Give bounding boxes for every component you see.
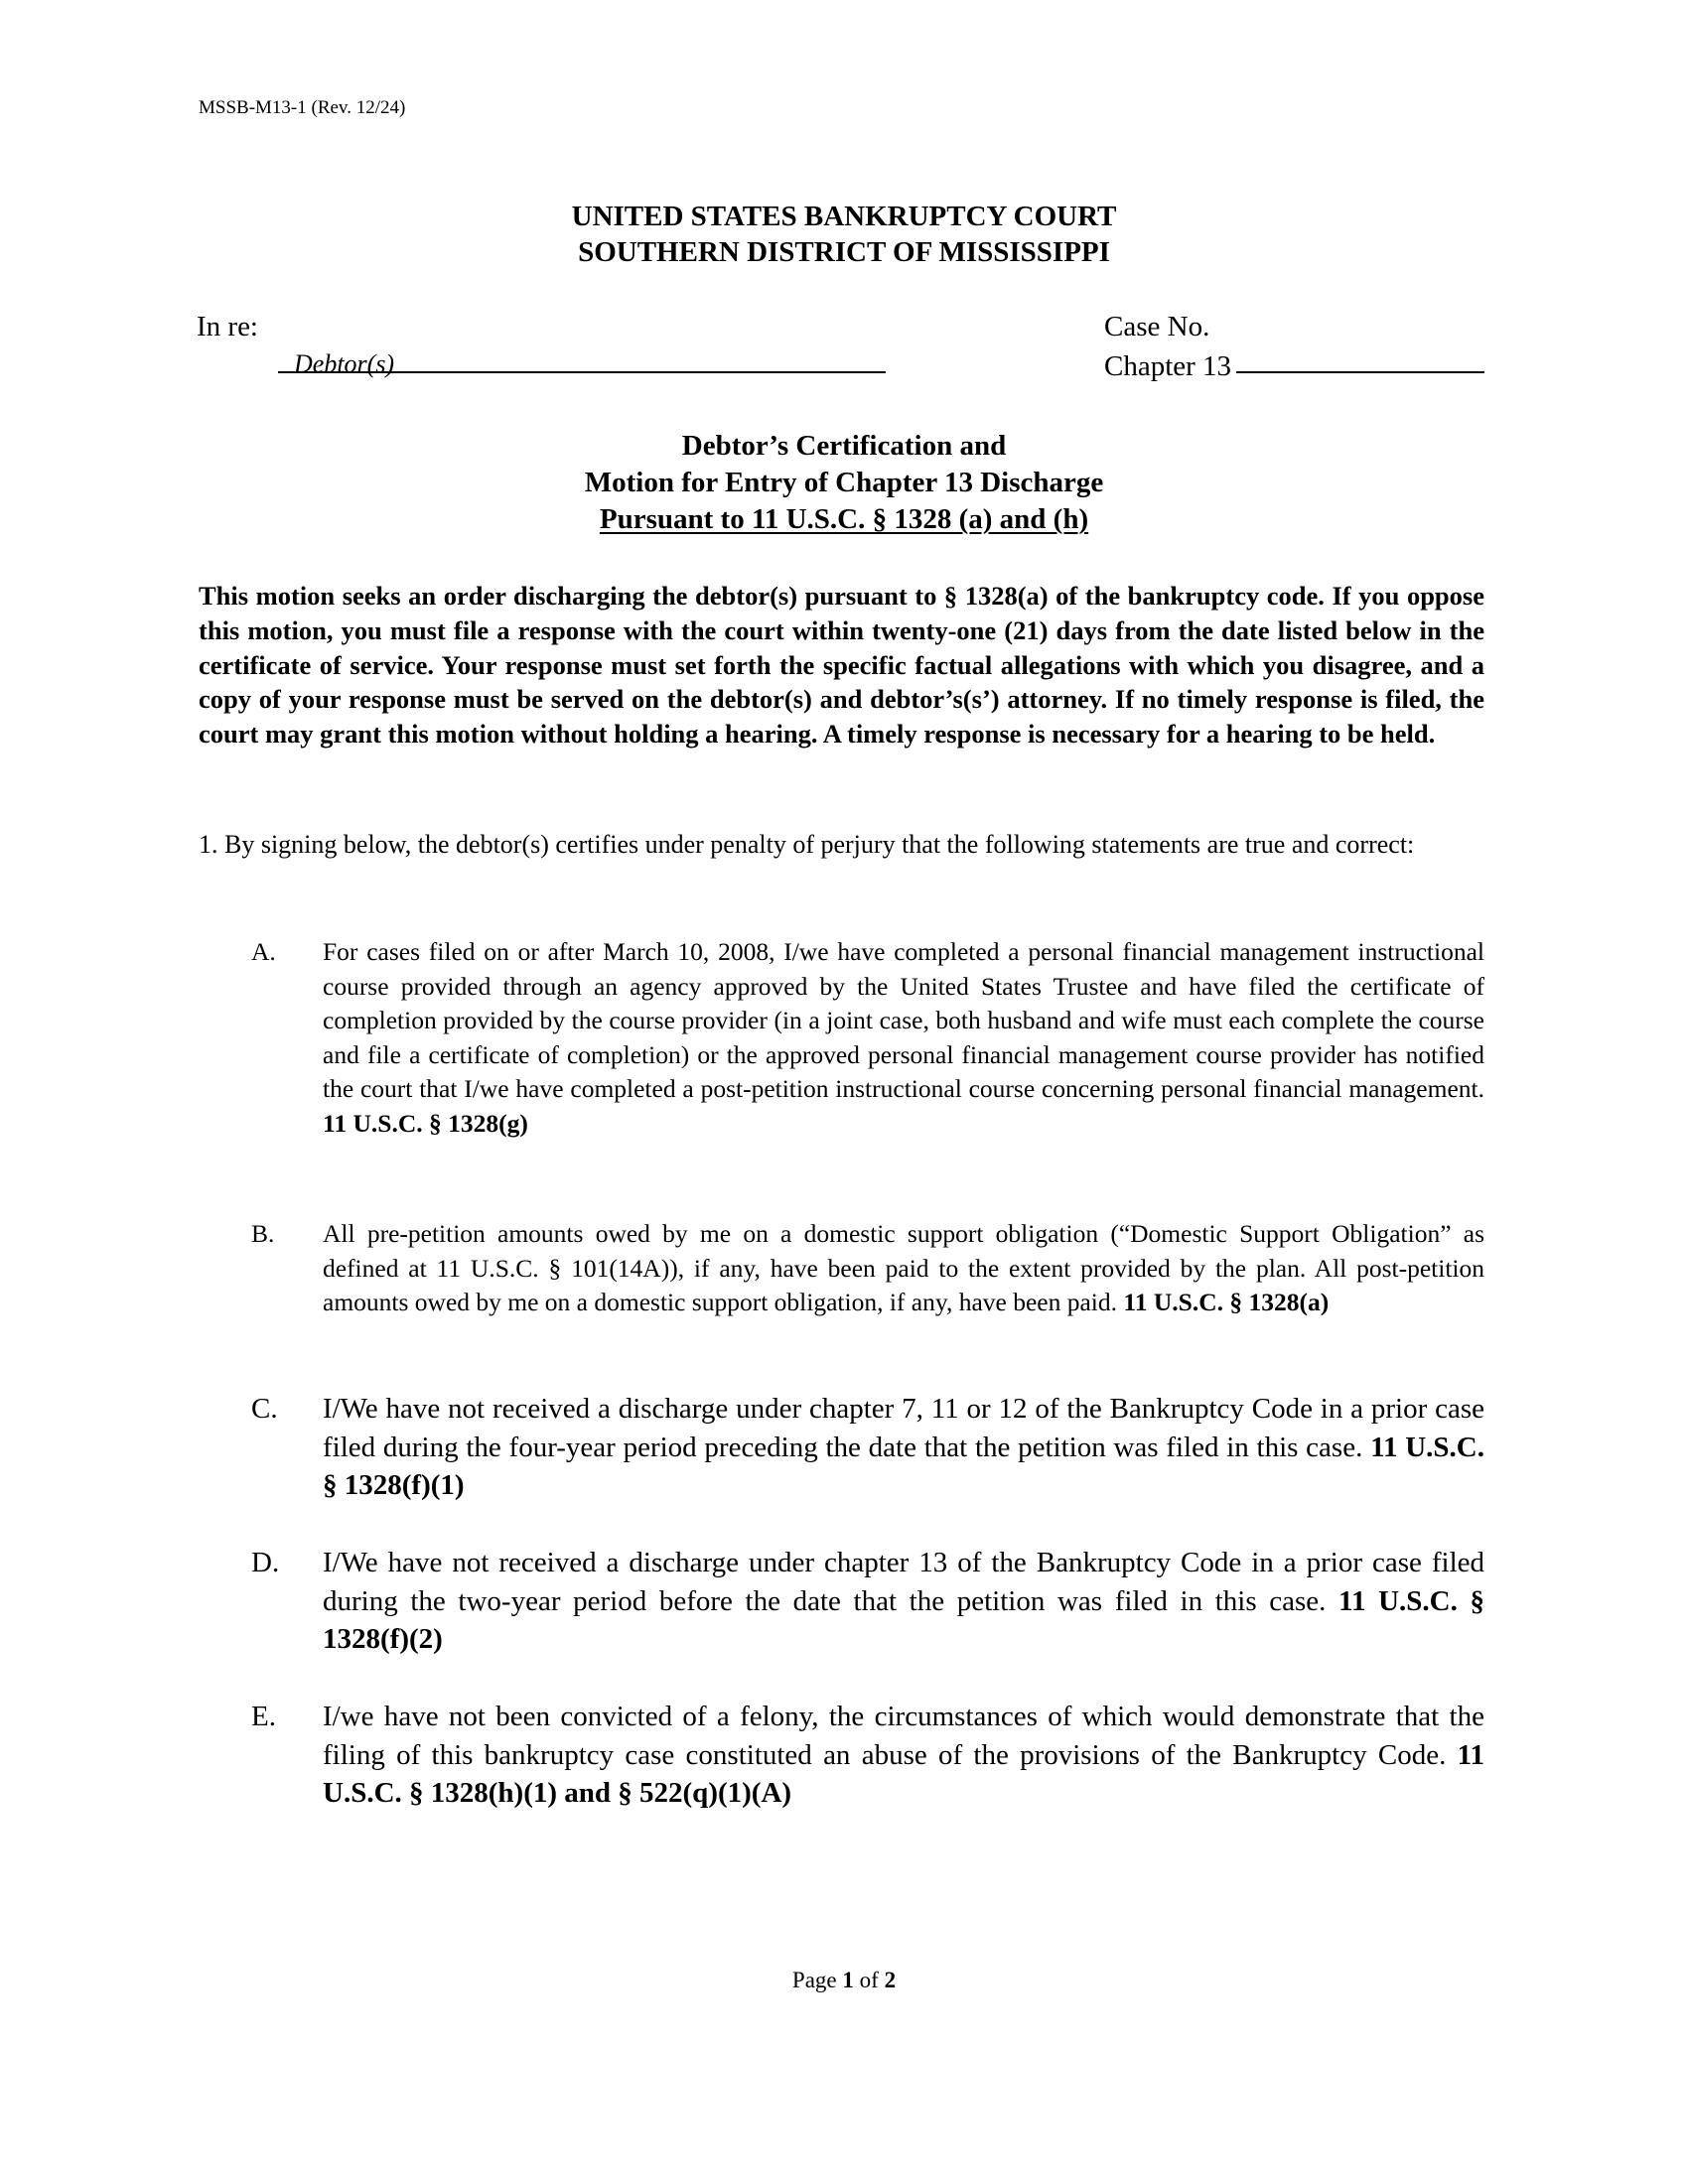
page-current: 1	[842, 1968, 854, 1992]
title-line-3: Pursuant to 11 U.S.C. § 1328 (a) and (h)	[599, 503, 1089, 535]
item-marker: B.	[251, 1219, 275, 1248]
court-name: UNITED STATES BANKRUPTCY COURT	[571, 201, 1117, 232]
debtor-label: Debtor(s)	[294, 349, 395, 378]
notice-paragraph: This motion seeks an order discharging the debtor(s) pursuant to § 1328(a) of the bankruptcy code. If you oppose this motion, you must file a response with the court within twenty-one (21) days from the date listed below in the certificate of service. Your response must set forth the specific factual allegations with which you disagree, and a copy of your response must be served on the debtor(s) and debtor’s(s’) attorney. If no timely response is filed, the court may grant this motion without holding a hearing. A timely response is necessary for a hearing to be held.	[199, 581, 1484, 750]
item-marker: C.	[251, 1393, 278, 1425]
certification-item-d	[251, 1544, 1484, 1659]
item-citation: 11 U.S.C. § 1328(g)	[323, 1108, 528, 1138]
form-id: MSSB-M13-1 (Rev. 12/24)	[199, 97, 406, 118]
item-marker: A.	[251, 937, 276, 966]
item-marker: E.	[251, 1701, 276, 1732]
item-citation: 11 U.S.C. § 1328(a)	[1123, 1288, 1330, 1317]
page-prefix: Page	[791, 1968, 843, 1992]
court-header	[0, 199, 1688, 270]
item-text: I/we have not been convicted of a felony, the circumstances of which would demonstrate that the filing of this bankruptcy case constituted an abuse of the provisions of the Bankruptcy Code.	[323, 1701, 1484, 1771]
item-text: I/We have not received a discharge under chapter 7, 11 or 12 of the Bankruptcy Code in a prior case filed during the four-year period preceding the date that the petition was filed in this case.	[323, 1393, 1484, 1463]
in-re-label: In re:	[197, 311, 258, 342]
item-citation: 11 U.S.C. § 1328(f)(2)	[323, 1584, 1484, 1655]
page-number	[0, 1968, 1688, 1993]
title-line-2: Motion for Entry of Chapter 13 Discharge	[584, 467, 1104, 498]
page-of: of	[853, 1968, 885, 1992]
certification-item-e	[251, 1698, 1484, 1813]
case-no-field[interactable]	[1236, 341, 1484, 373]
item-text: For cases filed on or after March 10, 2008, I/we have completed a personal financial management instructional course provided through an agency approved by the United States Trustee and have filed the certificate of completion provided by the course provider (in a joint case, both husband and wife must each complete the course and file a certificate of completion) or the approved personal financial management course provider has notified the court that I/we have completed a post-petition instructional course concerning personal financial management.	[323, 937, 1484, 1104]
certification-item-c	[251, 1390, 1484, 1505]
page-total: 2	[884, 1968, 897, 1992]
document-title	[0, 428, 1688, 538]
certification-item-b	[251, 1217, 1484, 1320]
court-district: SOUTHERN DISTRICT OF MISSISSIPPI	[578, 236, 1110, 268]
chapter-label: Chapter 13	[1104, 350, 1232, 382]
case-no-label: Case No.	[1104, 311, 1210, 342]
item-citation: 11 U.S.C. § 1328(f)(1)	[323, 1431, 1484, 1501]
item-marker: D.	[251, 1547, 280, 1578]
item-text: I/We have not received a discharge under chapter 13 of the Bankruptcy Code in a prior case filed during the two-year period before the date that the petition was filed in this case.	[323, 1547, 1484, 1617]
item-citation: 11 U.S.C. § 1328(h)(1) and § 522(q)(1)(A)	[323, 1738, 1484, 1809]
item-text: All pre-petition amounts owed by me on a domestic support obligation (“Domestic Support Obligation” as defined at 11 U.S.C. § 101(14A)), if any, have been paid to the extent provided by the plan. All post-petition amounts owed by me on a domestic support obligation, if any, have been paid.	[323, 1219, 1484, 1317]
certification-intro: 1. By signing below, the debtor(s) certifies under penalty of perjury that the following statements are true and correct:	[199, 830, 1415, 859]
certification-item-a	[251, 935, 1484, 1142]
title-line-1: Debtor’s Certification and	[681, 430, 1007, 462]
